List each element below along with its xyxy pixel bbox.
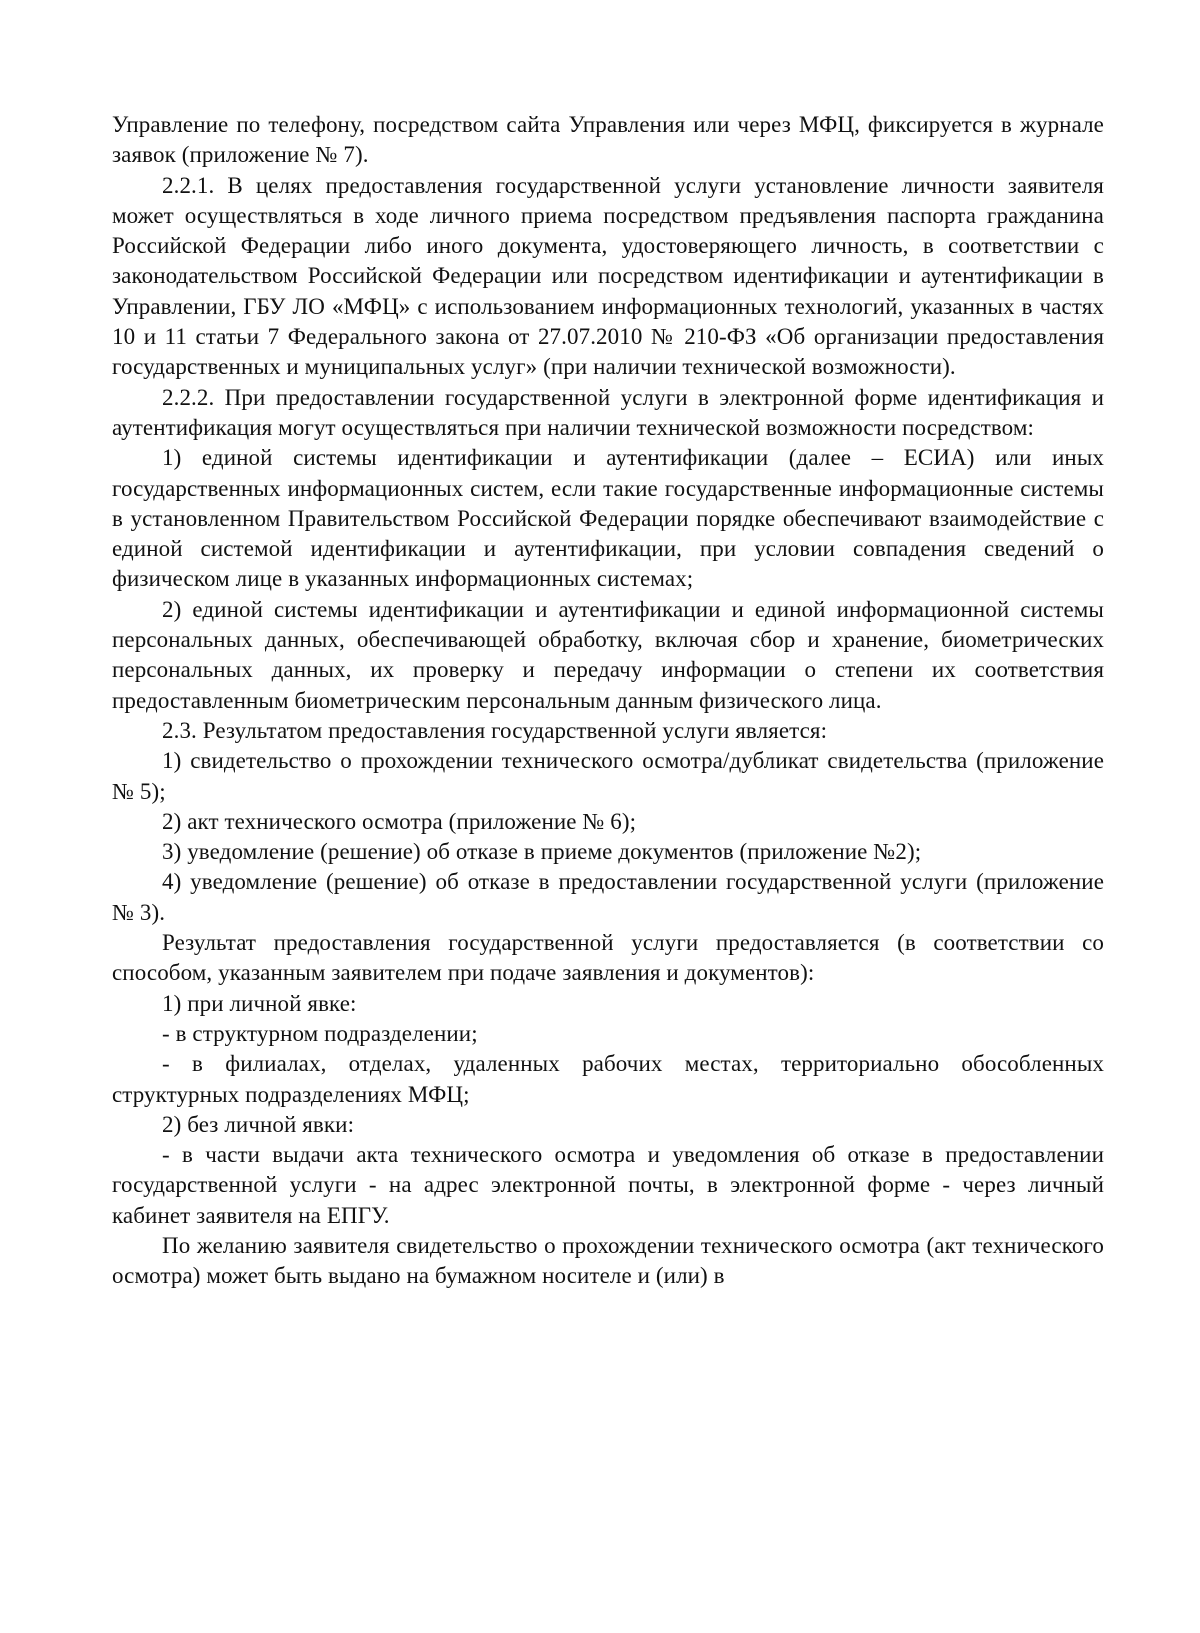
paragraph: - в части выдачи акта технического осмотра и уведомления об отказе в предоставлении государственной услуги - на адрес электронной почты, в электронной форме - через личный кабинет заявителя на ЕПГУ. bbox=[112, 1142, 1104, 1228]
paragraph: По желанию заявителя свидетельство о прохождении технического осмотра (акт технического осмотра) может быть выдано на бумажном носителе и (или) в bbox=[112, 1232, 1104, 1289]
paragraph: Результат предоставления государственной услуги предоставляется (в соответствии со способом, указанным заявителем при подаче заявления и документов): bbox=[112, 930, 1104, 986]
paragraph: - в филиалах, отделах, удаленных рабочих местах, территориально обособленных структурных подразделениях МФЦ; bbox=[112, 1051, 1104, 1107]
paragraph: 4) уведомление (решение) об отказе в предоставлении государственной услуги (приложение № 3). bbox=[112, 869, 1104, 925]
paragraph: 1) при личной явке: bbox=[162, 990, 357, 1016]
paragraph: 2.3. Результатом предоставления государственной услуги является: bbox=[162, 717, 828, 743]
paragraph: 2) акт технического осмотра (приложение № 6); bbox=[162, 808, 637, 834]
paragraph: 1) свидетельство о прохождении технического осмотра/дубликат свидетельства (приложение № 5); bbox=[112, 748, 1104, 804]
paragraph: - в структурном подразделении; bbox=[162, 1020, 478, 1046]
paragraph: 2.2.1. В целях предоставления государственной услуги установление личности заявителя может осуществляться в ходе личного приема посредством предъявления паспорта гражданина Российской Федерации либо иного документа, удостоверяющего личность, в соответствии с законодательством Российской Федерации или посредством идентификации и аутентификации в Управлении, ГБУ ЛО «МФЦ» с использованием информационных технологий, указанных в частях 10 и 11 статьи 7 Федерального закона от 27.07.2010 № 210-ФЗ «Об организации предоставления государственных и муниципальных услуг» (при наличии технической возможности). bbox=[112, 172, 1104, 380]
paragraph: 2.2.2. При предоставлении государственной услуги в электронной форме идентификация и аутентификация могут осуществляться при наличии технической возможности посредством: bbox=[112, 384, 1104, 440]
paragraph: 1) единой системы идентификации и аутентификации (далее – ЕСИА) или иных государственных информационных систем, если такие государственные информационные системы в установленном Правительством Российской Федерации порядке обеспечивают взаимодействие с единой системой идентификации и аутентификации, при условии совпадения сведений о физическом лице в указанных информационных системах; bbox=[112, 445, 1104, 592]
paragraph: 2) единой системы идентификации и аутентификации и единой информационной системы персональных данных, обеспечивающей обработку, включая сбор и хранение, биометрических персональных данных, их проверку и передачу информации о степени их соответствия предоставленным биометрическим персональным данным физического лица. bbox=[112, 596, 1104, 713]
paragraph: 2) без личной явки: bbox=[162, 1111, 355, 1137]
paragraph: 3) уведомление (решение) об отказе в приеме документов (приложение №2); bbox=[162, 839, 922, 865]
document-body bbox=[112, 110, 1104, 1292]
paragraph: Управление по телефону, посредством сайта Управления или через МФЦ, фиксируется в журнале заявок (приложение № 7). bbox=[112, 112, 1104, 168]
